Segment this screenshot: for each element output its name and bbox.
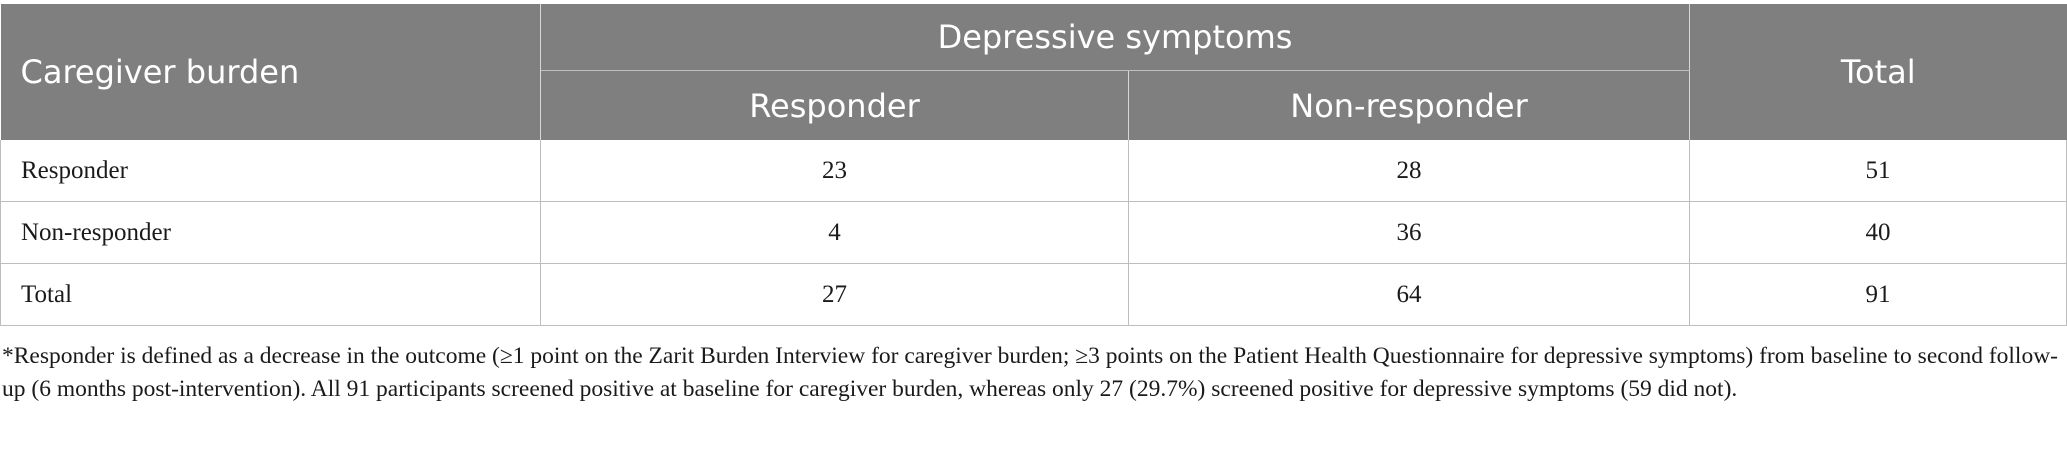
cell-total: 40 — [1690, 202, 2067, 264]
row-label: Non-responder — [1, 202, 541, 264]
table-row — [1, 202, 2067, 264]
cell-non-responder: 64 — [1129, 264, 1690, 326]
table-body — [1, 140, 2067, 326]
table-footnote: *Responder is defined as a decrease in the outcome (≥1 point on the Zarit Burden Interview for caregiver burden; ≥3 points on the Patient Health Questionnaire for depressive symptoms) from baseline to second follow-up (6 months post-intervention). All 91 participants screened positive at baseline for caregiver burden, whereas only 27 (29.7%) screened positive for depressive symptoms (59 did not). — [2, 343, 2058, 402]
column-header-non-responder: Non-responder — [1129, 71, 1690, 141]
table-row — [1, 140, 2067, 202]
column-group-depressive-symptoms: Depressive symptoms — [541, 4, 1690, 71]
crosstab-table-container — [0, 4, 2066, 326]
cell-total: 91 — [1690, 264, 2067, 326]
column-header-responder: Responder — [541, 71, 1129, 141]
table-header — [1, 4, 2067, 140]
cell-responder: 27 — [541, 264, 1129, 326]
cell-non-responder: 28 — [1129, 140, 1690, 202]
cell-non-responder: 36 — [1129, 202, 1690, 264]
column-header-total: Total — [1690, 4, 2067, 140]
cell-responder: 23 — [541, 140, 1129, 202]
row-label: Responder — [1, 140, 541, 202]
crosstab-table — [0, 4, 2067, 326]
cell-total: 51 — [1690, 140, 2067, 202]
table-row — [1, 264, 2067, 326]
row-header-caregiver-burden: Caregiver burden — [1, 4, 541, 140]
row-label: Total — [1, 264, 541, 326]
cell-responder: 4 — [541, 202, 1129, 264]
